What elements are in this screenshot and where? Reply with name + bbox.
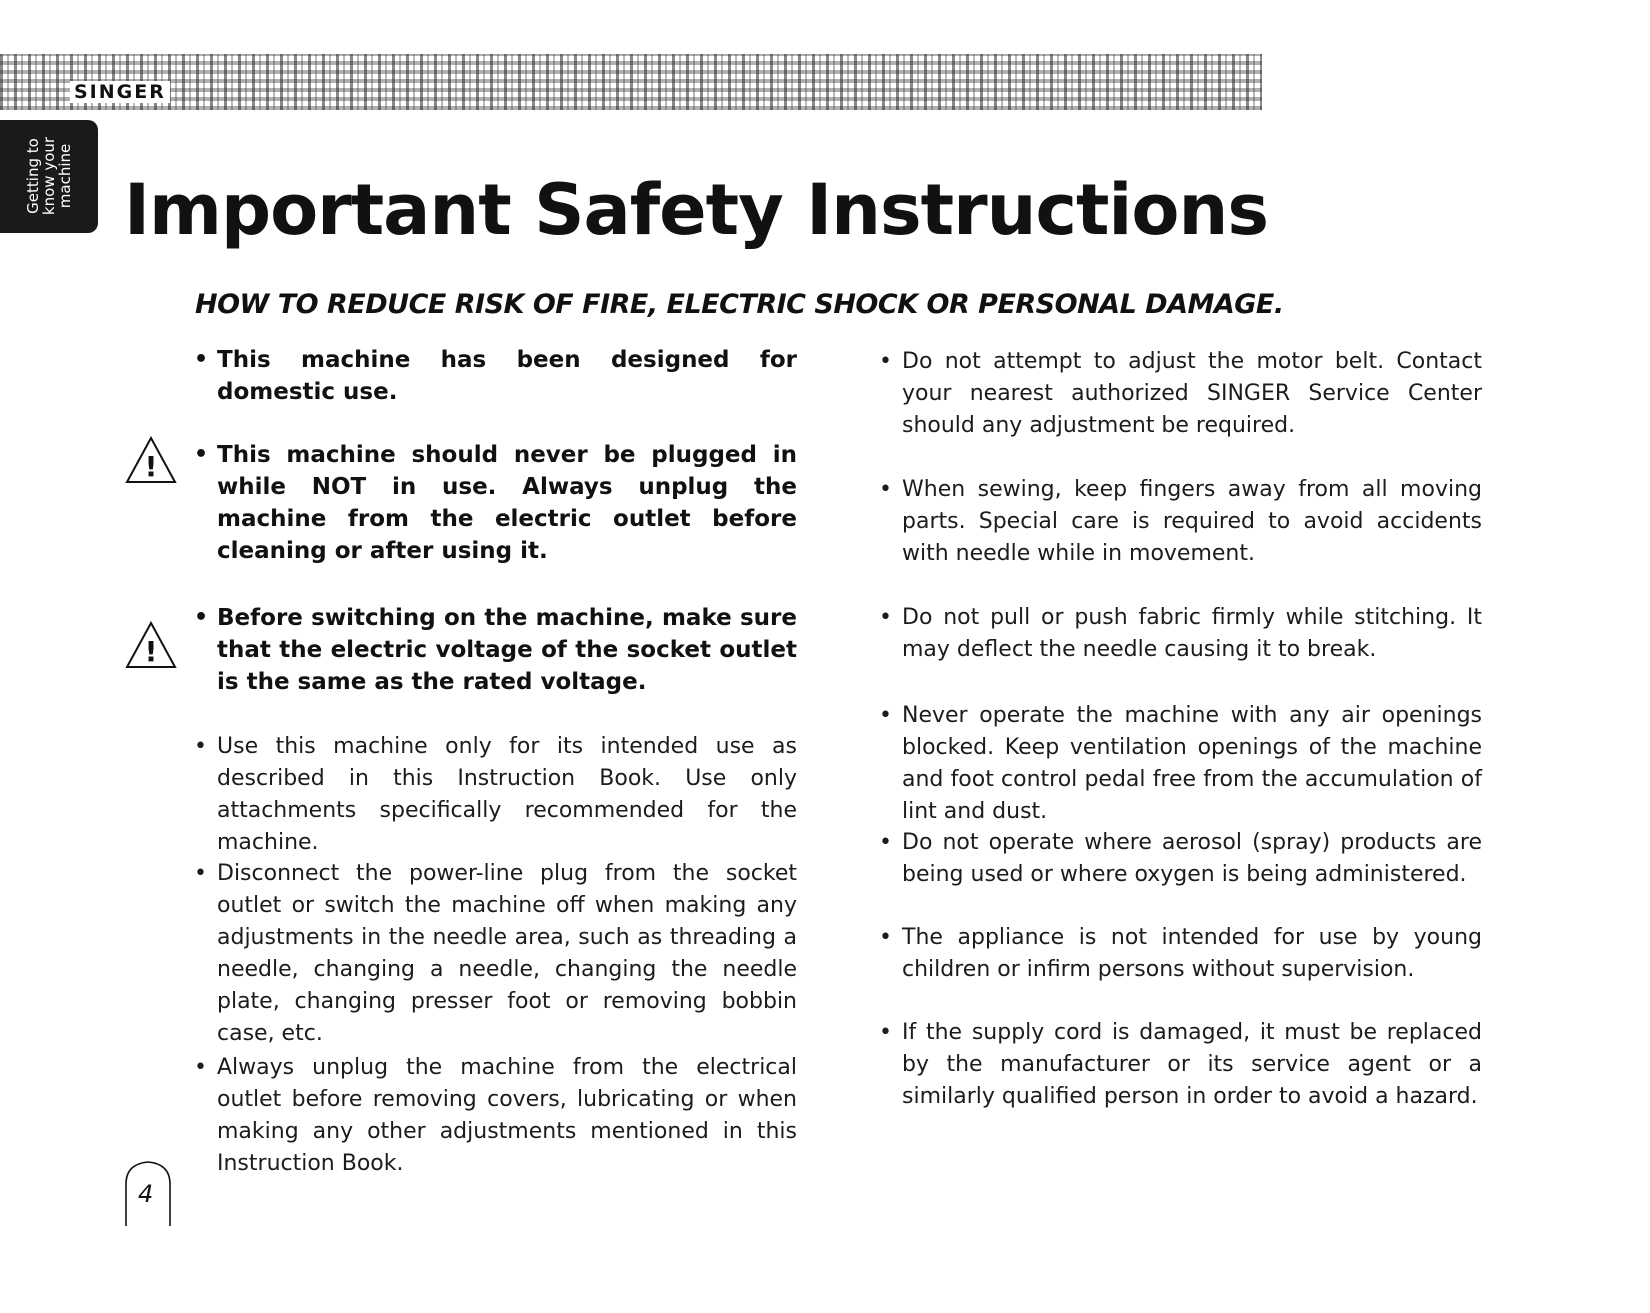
- safety-item-warning: [194, 602, 797, 698]
- safety-item: [194, 731, 797, 859]
- safety-item: [879, 346, 1482, 442]
- safety-item: [194, 858, 797, 1050]
- page-title: Important Safety Instructions: [124, 169, 1269, 251]
- safety-item: [879, 922, 1482, 986]
- safety-item: [194, 1052, 797, 1180]
- section-tab-label: Getting to know your machine: [24, 136, 74, 216]
- safety-item: [879, 1017, 1482, 1113]
- safety-item-text: Do not attempt to adjust the motor belt. Contact your nearest authorized SINGER Service Center should any adjustment be required.: [902, 349, 1482, 438]
- safety-item: [879, 602, 1482, 666]
- safety-item: [879, 474, 1482, 570]
- bullet-icon: •: [879, 703, 892, 728]
- warning-glyph: !: [144, 635, 158, 668]
- safety-item-warning: [194, 439, 797, 567]
- header-pattern-band: [0, 54, 1262, 110]
- warning-triangle-icon: [124, 435, 178, 485]
- safety-item-text: Disconnect the power-line plug from the socket outlet or switch the machine off when making any adjustments in the needle area, such as threading a needle, changing a needle, changing the needle plate, changing presser foot or removing bobbin case, etc.: [217, 861, 797, 1046]
- page-number: [124, 1158, 172, 1228]
- bullet-icon: •: [194, 734, 207, 759]
- page-number-label: 4: [138, 1180, 154, 1208]
- safety-item-text: This machine has been designed for domestic use.: [217, 347, 797, 405]
- safety-item-text: If the supply cord is damaged, it must be replaced by the manufacturer or its service agent or a similarly qualified person in order to avoid a hazard.: [902, 1020, 1482, 1109]
- warning-glyph: !: [144, 450, 158, 483]
- bullet-icon: •: [194, 1055, 207, 1080]
- safety-item-text: Before switching on the machine, make sure that the electric voltage of the socket outlet is the same as the rated voltage.: [217, 605, 797, 695]
- safety-item-text: Always unplug the machine from the electrical outlet before removing covers, lubricating or when making any other adjustments mentioned in this Instruction Book.: [217, 1055, 797, 1176]
- safety-item: [194, 344, 797, 408]
- safety-item-text: The appliance is not intended for use by young children or infirm persons without supervision.: [902, 925, 1482, 982]
- safety-item-text: Do not pull or push fabric firmly while stitching. It may deflect the needle causing it to break.: [902, 605, 1482, 662]
- bullet-icon: •: [879, 349, 892, 374]
- bullet-icon: •: [879, 1020, 892, 1045]
- bullet-icon: •: [879, 605, 892, 630]
- bullet-icon: •: [194, 442, 209, 467]
- safety-item-text: This machine should never be plugged in while NOT in use. Always unplug the machine from the electric outlet before cleaning or after using it.: [217, 442, 797, 564]
- section-tab: [0, 120, 98, 233]
- bullet-icon: •: [879, 477, 892, 502]
- brand-logo-text: SINGER: [70, 81, 170, 103]
- bullet-icon: •: [194, 347, 209, 372]
- safety-item: [879, 700, 1482, 828]
- bullet-icon: •: [194, 861, 207, 886]
- safety-item-text: Do not operate where aerosol (spray) products are being used or where oxygen is being administered.: [902, 830, 1482, 887]
- safety-item-text: When sewing, keep fingers away from all moving parts. Special care is required to avoid accidents with needle while in movement.: [902, 477, 1482, 566]
- warning-triangle-icon: [124, 620, 178, 670]
- safety-item: [879, 827, 1482, 891]
- bullet-icon: •: [879, 925, 892, 950]
- safety-item-text: Use this machine only for its intended use as described in this Instruction Book. Use only attachments specifically recommended for the machine.: [217, 734, 797, 855]
- bullet-icon: •: [194, 605, 209, 630]
- page-subtitle: HOW TO REDUCE RISK OF FIRE, ELECTRIC SHOCK OR PERSONAL DAMAGE.: [195, 289, 1284, 320]
- bullet-icon: •: [879, 830, 892, 855]
- safety-item-text: Never operate the machine with any air openings blocked. Keep ventilation openings of the machine and foot control pedal free from the accumulation of lint and dust.: [902, 703, 1482, 824]
